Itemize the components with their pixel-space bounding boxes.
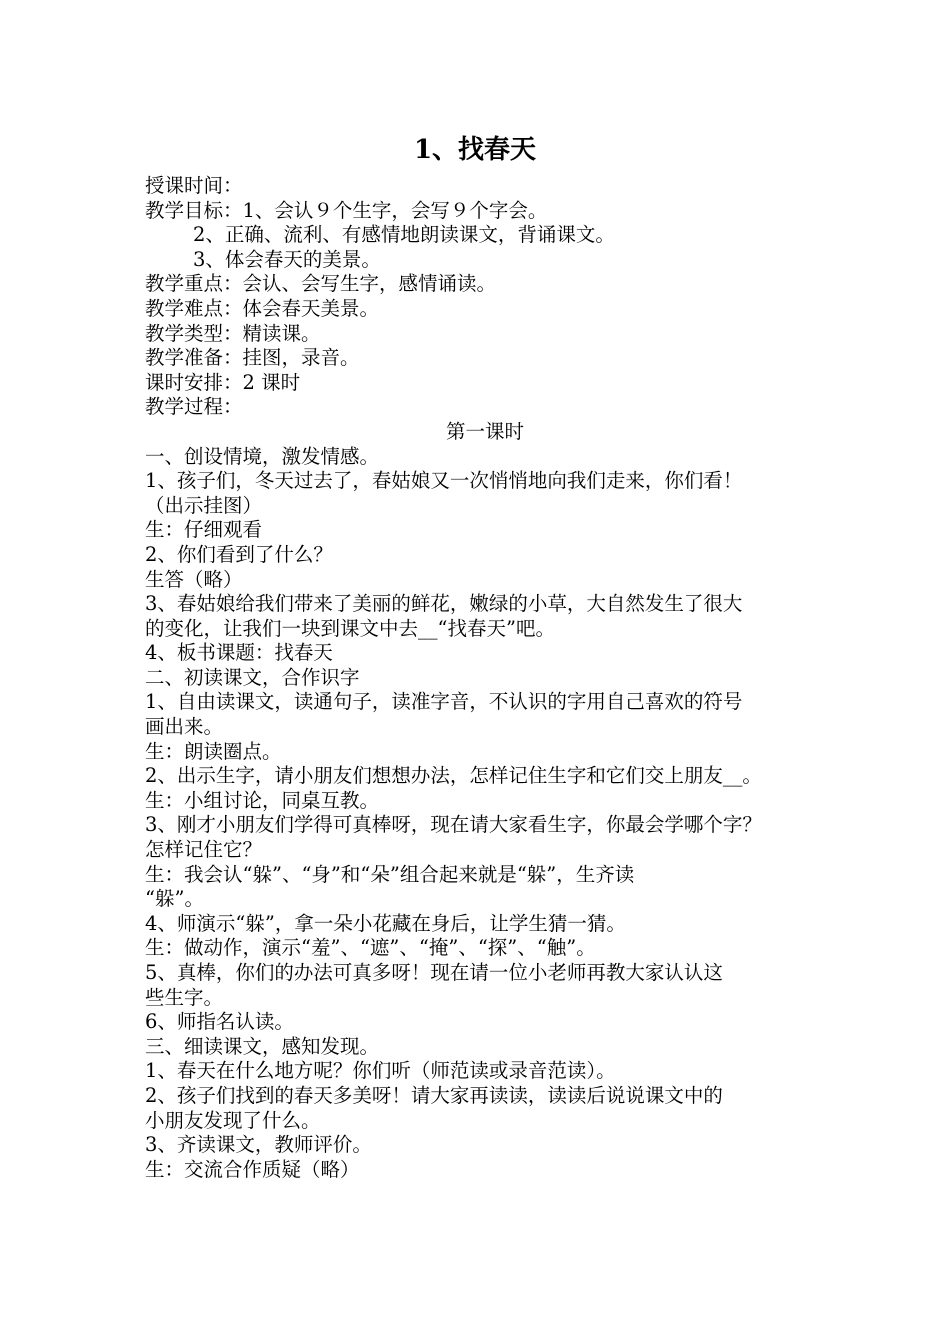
text-line: 3、齐读课文，教师评价。 [145,1133,372,1157]
text-line: 生：朗读圈点。 [145,739,282,763]
text-line: 教学目标：1、会认９个生字，会写９个字会。 [145,198,548,222]
text-line: 课时安排：2 课时 [145,370,301,394]
text-line: 2、出示生字，请小朋友们想想办法，怎样记住生字和它们交上朋友__。 [145,764,762,788]
text-line: 生：我会认“躲”、“身”和“朵”组合起来就是“躲”，生齐读 [145,862,635,886]
text-line: 三、细读课文，感知发现。 [145,1034,380,1058]
text-line: 3、春姑娘给我们带来了美丽的鲜花，嫩绿的小草，大自然发生了很大 [145,592,743,616]
text-line: 4、师演示“躲”，拿一朵小花藏在身后，让学生猜一猜。 [145,911,626,935]
text-line: 6、师指名认读。 [145,1010,294,1034]
text-line: 生：小组讨论，同桌互教。 [145,788,380,812]
text-line: （出示挂图） [145,493,263,517]
section-heading: 第一课时 [445,419,524,443]
text-line: 3、刚才小朋友们学得可真棒呀，现在请大家看生字，你最会学哪个字？ [145,813,762,837]
text-line: 小朋友发现了什么。 [145,1108,321,1132]
text-line: 2、正确、流利、有感情地朗读课文，背诵课文。 [193,223,615,247]
text-line: 生：做动作，演示“羞”、“遮”、“掩”、“探”、“触”。 [145,936,596,960]
text-line: 生：交流合作质疑（略） [145,1157,360,1181]
text-line: 的变化，让我们一块到课文中去__“找春天”吧。 [145,616,555,640]
text-line: 授课时间： [145,174,243,197]
document-body [145,174,825,1182]
text-line: 1、自由读课文，读通句子，读准字音，不认识的字用自己喜欢的符号 [145,690,743,714]
text-line: 1、春天在什么地方呢？你们听（师范读或录音范读）。 [145,1059,616,1083]
text-line: 1、孩子们，冬天过去了，春姑娘又一次悄悄地向我们走来，你们看！ [145,469,743,493]
text-line: 教学过程： [145,395,243,419]
text-line: 4、板书课题：找春天 [145,641,333,665]
text-line: 生答（略） [145,567,243,591]
text-line: 教学准备：挂图，录音。 [145,346,360,370]
text-line: 2、孩子们找到的春天多美呀！请大家再读读，读读后说说课文中的 [145,1083,723,1107]
text-line: 教学类型：精读课。 [145,321,321,345]
text-line: 教学难点：体会春天美景。 [145,296,380,320]
text-line: 3、体会春天的美景。 [193,247,381,271]
text-line: 生：仔细观看 [145,518,263,542]
text-line: “躲”。 [145,887,204,911]
text-line: 些生字。 [145,985,224,1009]
text-line: 2、你们看到了什么？ [145,542,333,566]
document-title: 1、找春天 [413,135,537,165]
text-line: 5、真棒，你们的办法可真多呀！现在请一位小老师再教大家认认这 [145,961,723,984]
text-line: 画出来。 [145,715,224,739]
text-line: 怎样记住它？ [145,838,263,862]
text-line: 教学重点：会认、会写生字，感情诵读。 [145,272,497,296]
text-line: 二、初读课文，合作识字 [145,665,360,689]
text-line: 一、创设情境，激发情感。 [145,444,380,468]
